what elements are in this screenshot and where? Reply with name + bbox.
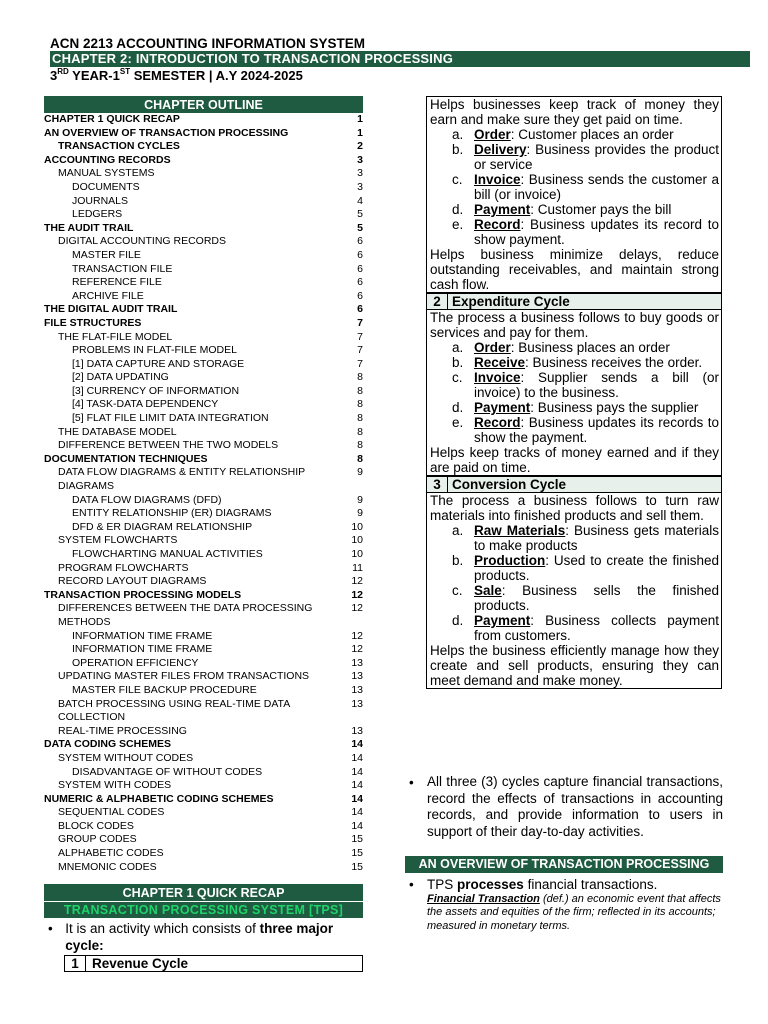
cycle-step <box>430 202 719 217</box>
step-letter: e. <box>452 415 464 430</box>
step-description: : Used to create the finished products. <box>474 553 719 583</box>
expenditure-intro: The process a business follows to buy goods or services and pay for them. <box>430 310 719 340</box>
toc-item-page: 6 <box>357 235 363 248</box>
toc-item <box>44 548 363 562</box>
step-description: : Business pays the supplier <box>530 400 699 415</box>
bullet-dot-icon: • <box>409 876 414 892</box>
step-term: Payment <box>474 613 531 628</box>
toc-item <box>44 127 363 141</box>
step-description: : Business collects payment from customers. <box>474 613 719 643</box>
toc-item <box>44 861 363 875</box>
toc-item <box>44 290 363 304</box>
step-letter: d. <box>452 202 464 217</box>
toc-item-title: DIFFERENCES BETWEEN THE DATA PROCESSING METHODS <box>58 602 313 628</box>
step-text <box>474 613 719 643</box>
step-description: : Business receives the order. <box>525 355 703 370</box>
toc-item-page: 3 <box>357 180 363 193</box>
toc-item-title: THE DIGITAL AUDIT TRAIL <box>44 303 178 316</box>
toc-item <box>44 643 363 657</box>
conversion-outro: Helps the business efficiently manage how they create and sell products, ensuring they can meet demand and make money. <box>430 643 719 688</box>
toc-item-page: 9 <box>357 466 363 479</box>
toc-item <box>44 222 363 236</box>
toc-item <box>44 602 363 629</box>
toc-item-page: 7 <box>357 357 363 370</box>
toc-item-title: CHAPTER 1 QUICK RECAP <box>44 113 180 125</box>
cycle-step <box>430 553 719 583</box>
toc-item <box>44 738 363 752</box>
toc-item-page: 13 <box>351 683 363 696</box>
toc-item-title: SYSTEM WITHOUT CODES <box>58 751 194 764</box>
step-letter: b. <box>452 553 464 568</box>
revenue-steps <box>430 127 719 247</box>
step-letter: d. <box>452 613 464 628</box>
cycle-step <box>430 613 719 643</box>
toc-item-title: PROBLEMS IN FLAT-FILE MODEL <box>72 344 237 357</box>
step-term: Raw Materials <box>474 523 566 538</box>
toc-item-title: TRANSACTION PROCESSING MODELS <box>44 588 242 601</box>
toc-item-title: SYSTEM WITH CODES <box>58 779 172 792</box>
semester-line: 3RD YEAR-1ST SEMESTER | A.Y 2024-2025 <box>50 67 303 83</box>
toc-item-page: 13 <box>351 656 363 669</box>
toc-item <box>44 398 363 412</box>
toc-item <box>44 779 363 793</box>
step-text <box>474 553 719 583</box>
toc-item-title: ALPHABETIC CODES <box>58 847 164 860</box>
toc-item-title: [5] FLAT FILE LIMIT DATA INTEGRATION <box>72 412 269 425</box>
toc-item-title: SYSTEM FLOWCHARTS <box>58 534 178 547</box>
toc-item-title: DOCUMENTS <box>72 180 140 193</box>
toc-item-title: MASTER FILE <box>72 248 141 261</box>
step-term: Delivery <box>474 142 527 157</box>
toc-item <box>44 684 363 698</box>
toc-item-title: [3] CURRENCY OF INFORMATION <box>72 384 240 397</box>
step-term: Record <box>474 415 521 430</box>
toc-item-title: FLOWCHARTING MANUAL ACTIVITIES <box>72 548 263 560</box>
toc-item-title: ARCHIVE FILE <box>72 289 144 302</box>
toc-item-page: 12 <box>351 643 363 656</box>
toc-item <box>44 847 363 861</box>
toc-item-page: 4 <box>357 194 363 207</box>
cycle-step <box>430 583 719 613</box>
step-description: : Business places an order <box>510 340 670 355</box>
toc-item <box>44 589 363 603</box>
toc-item-title: [1] DATA CAPTURE AND STORAGE <box>72 357 245 370</box>
step-letter: b. <box>452 142 464 157</box>
toc-item-title: DOCUMENTATION TECHNIQUES <box>44 452 208 465</box>
toc-item <box>44 140 363 154</box>
toc-item-title: DFD & ER DIAGRAM RELATIONSHIP <box>72 520 253 533</box>
toc-item-title: TRANSACTION FILE <box>72 262 173 275</box>
toc-item-page: 12 <box>351 588 363 601</box>
toc-item-page: 12 <box>351 575 363 588</box>
toc-item-page: 14 <box>351 792 363 805</box>
toc-item-page: 8 <box>357 412 363 425</box>
conversion-intro: The process a business follows to turn raw materials into finished products and sell them. <box>430 493 719 523</box>
toc-item-title: MASTER FILE BACKUP PROCEDURE <box>72 683 257 696</box>
toc-item-page: 15 <box>351 833 363 846</box>
toc-item-page: 13 <box>351 697 363 710</box>
step-letter: c. <box>452 370 463 385</box>
revenue-intro: Helps businesses keep track of money they earn and make sure they get paid on time. <box>430 97 719 127</box>
cycle-step <box>430 340 719 355</box>
toc-item-page: 6 <box>357 303 363 316</box>
step-description: : Supplier sends a bill (or invoice) to the business. <box>474 370 719 400</box>
toc-item-page: 7 <box>357 316 363 329</box>
toc-item-title: FILE STRUCTURES <box>44 316 142 329</box>
cycle-step <box>430 127 719 142</box>
toc-item-title: INFORMATION TIME FRAME <box>72 629 213 642</box>
step-description: : Business gets materials to make products <box>474 523 719 553</box>
cycle-step <box>430 217 719 247</box>
toc-item <box>44 466 363 493</box>
step-letter: a. <box>452 127 464 142</box>
step-text <box>474 370 719 400</box>
toc-item <box>44 181 363 195</box>
recap-section <box>44 884 363 972</box>
step-description: : Business sells the finished products. <box>474 583 719 613</box>
toc-item-page: 7 <box>357 344 363 357</box>
course-title: ACN 2213 ACCOUNTING INFORMATION SYSTEM <box>50 36 366 51</box>
toc-item-page: 14 <box>351 765 363 778</box>
toc-item-title: THE AUDIT TRAIL <box>44 221 134 234</box>
expenditure-steps <box>430 340 719 445</box>
toc-item-title: JOURNALS <box>72 194 129 207</box>
toc-item <box>44 167 363 181</box>
cycle-name: Expenditure Cycle <box>452 294 570 309</box>
toc-item <box>44 494 363 508</box>
toc-item-title: MANUAL SYSTEMS <box>58 167 155 180</box>
toc-item <box>44 235 363 249</box>
step-letter: c. <box>452 172 463 187</box>
toc-item-page: 15 <box>351 847 363 860</box>
toc-item <box>44 806 363 820</box>
toc-item-page: 9 <box>357 493 363 506</box>
toc-item-title: DATA CODING SCHEMES <box>44 738 171 751</box>
cycle-step <box>430 355 719 370</box>
step-description: : Business provides the product or service <box>474 142 719 172</box>
revenue-cycle-box <box>426 96 722 293</box>
cycle-number: 3 <box>427 477 448 492</box>
toc-item-title: SEQUENTIAL CODES <box>58 806 165 819</box>
toc-item <box>44 453 363 467</box>
toc-item <box>44 249 363 263</box>
toc-item-title: GROUP CODES <box>58 833 137 846</box>
toc-item-title: ENTITY RELATIONSHIP (ER) DIAGRAMS <box>72 507 272 520</box>
toc-item-page: 14 <box>351 819 363 832</box>
recap-subtitle: TRANSACTION PROCESSING SYSTEM [TPS] <box>44 902 363 918</box>
expenditure-outro: Helps keep tracks of money earned and if they are paid on time. <box>430 445 719 475</box>
toc-item-page: 6 <box>357 276 363 289</box>
step-term: Receive <box>474 355 526 370</box>
conversion-cycle-box <box>426 493 722 689</box>
revenue-cycle-header <box>64 955 363 972</box>
toc-item-title: ACCOUNTING RECORDS <box>44 153 171 166</box>
toc-item-page: 8 <box>357 398 363 411</box>
toc-item <box>44 385 363 399</box>
bullet-dot-icon: • <box>48 921 53 937</box>
toc-item <box>44 752 363 766</box>
toc-item-title: REFERENCE FILE <box>72 276 162 289</box>
toc-item-page: 3 <box>357 167 363 180</box>
table-of-contents <box>44 113 363 874</box>
toc-item <box>44 195 363 209</box>
toc-item <box>44 331 363 345</box>
toc-item-page: 12 <box>351 629 363 642</box>
step-term: Production <box>474 553 546 568</box>
toc-item-title: INFORMATION TIME FRAME <box>72 643 213 656</box>
cycle-step <box>430 415 719 445</box>
toc-item-title: TRANSACTION CYCLES <box>58 140 180 153</box>
toc-item-page: 5 <box>357 208 363 221</box>
revenue-outro: Helps business minimize delays, reduce outstanding receivables, and maintain strong cash flow. <box>430 247 719 292</box>
cycle-number: 1 <box>65 956 86 971</box>
toc-item-page: 8 <box>357 452 363 465</box>
toc-item-page: 11 <box>352 561 363 574</box>
expenditure-cycle-box <box>426 310 722 476</box>
step-term: Payment <box>474 202 531 217</box>
cycle-step <box>430 400 719 415</box>
toc-item-page: 14 <box>351 779 363 792</box>
step-description: : Customer places an order <box>510 127 674 142</box>
overview-bullet: • TPS processes financial transactions. <box>405 876 723 893</box>
toc-item-title: DISADVANTAGE OF WITHOUT CODES <box>72 765 263 778</box>
step-term: Payment <box>474 400 531 415</box>
toc-item-page: 14 <box>351 806 363 819</box>
toc-item-title: DIGITAL ACCOUNTING RECORDS <box>58 235 227 248</box>
step-text <box>474 172 719 202</box>
step-letter: d. <box>452 400 464 415</box>
toc-item <box>44 670 363 684</box>
step-description: : Business updates its record to show payment. <box>474 217 719 247</box>
toc-item-title: RECORD LAYOUT DIAGRAMS <box>58 575 207 588</box>
toc-item <box>44 657 363 671</box>
toc-item-page: 14 <box>351 751 363 764</box>
cycle-name: Revenue Cycle <box>92 956 189 972</box>
toc-item <box>44 358 363 372</box>
toc-item-page: 8 <box>357 425 363 438</box>
toc-item <box>44 793 363 807</box>
overview-title: AN OVERVIEW OF TRANSACTION PROCESSING <box>405 856 723 873</box>
bullet-dot-icon: • <box>409 775 414 790</box>
recap-title: CHAPTER 1 QUICK RECAP <box>44 884 363 901</box>
step-description: : Business updates its records to show the payment. <box>474 415 719 445</box>
step-term: Order <box>474 127 511 142</box>
toc-item-page: 15 <box>351 860 363 873</box>
toc-item-page: 14 <box>351 738 363 751</box>
step-letter: c. <box>452 583 463 598</box>
step-text <box>474 583 719 613</box>
toc-item-title: DATA FLOW DIAGRAMS & ENTITY RELATIONSHIP DIAGRAMS <box>58 466 305 493</box>
toc-item-title: THE FLAT-FILE MODEL <box>58 330 173 343</box>
toc-item <box>44 426 363 440</box>
toc-item-page: 6 <box>357 289 363 302</box>
step-text <box>474 217 719 247</box>
step-text <box>474 355 719 370</box>
cycle-step <box>430 370 719 400</box>
toc-item <box>44 698 363 725</box>
step-text <box>474 400 719 415</box>
cycle-step <box>430 172 719 202</box>
toc-item-title: PROGRAM FLOWCHARTS <box>58 561 189 574</box>
cycle-number: 2 <box>427 294 448 309</box>
summary-section <box>405 774 723 933</box>
toc-item-page: 13 <box>351 724 363 737</box>
step-term: Order <box>474 340 511 355</box>
definition-financial-transaction: Financial Transaction (def.) an economic event that affects the assets and equities of the firm; reflected in its accounts; measured in monetary terms. <box>427 892 721 932</box>
toc-item <box>44 534 363 548</box>
toc-item <box>44 630 363 644</box>
toc-item-page: 3 <box>357 153 363 166</box>
toc-item-page: 12 <box>351 602 363 615</box>
toc-item-title: BATCH PROCESSING USING REAL-TIME DATA COLLECTION <box>58 697 290 724</box>
toc-item-page: 8 <box>357 371 363 384</box>
left-column <box>44 96 363 972</box>
step-text <box>474 202 719 217</box>
toc-item-page: 7 <box>357 330 363 343</box>
step-description: : Customer pays the bill <box>530 202 672 217</box>
step-letter: a. <box>452 340 464 355</box>
toc-item <box>44 208 363 222</box>
summary-bullet: • All three (3) cycles capture financial transactions, record the effects of transactions in accounting records, and provide information to users in support of their day-to-day activities. <box>405 774 723 840</box>
expenditure-cycle-header <box>426 293 722 310</box>
toc-item <box>44 317 363 331</box>
step-letter: b. <box>452 355 464 370</box>
toc-item-title: DIFFERENCE BETWEEN THE TWO MODELS <box>58 439 279 452</box>
cycle-name: Conversion Cycle <box>452 477 567 492</box>
toc-item-page: 13 <box>351 670 363 683</box>
toc-item-title: BLOCK CODES <box>58 819 134 832</box>
toc-item-title: [2] DATA UPDATING <box>72 371 169 384</box>
toc-item <box>44 154 363 168</box>
toc-item <box>44 833 363 847</box>
toc-item <box>44 263 363 277</box>
toc-item <box>44 820 363 834</box>
document-header <box>50 36 750 83</box>
toc-item <box>44 766 363 780</box>
toc-item-page: 1 <box>357 126 363 139</box>
toc-item <box>44 371 363 385</box>
toc-item-page: 10 <box>351 548 363 560</box>
cycle-step <box>430 142 719 172</box>
toc-item <box>44 344 363 358</box>
toc-item-title: MNEMONIC CODES <box>58 860 157 873</box>
toc-item <box>44 521 363 535</box>
step-text <box>474 340 719 355</box>
step-term: Sale <box>474 583 502 598</box>
chapter-title: CHAPTER 2: INTRODUCTION TO TRANSACTION PROCESSING <box>50 51 750 67</box>
toc-item <box>44 412 363 426</box>
step-text <box>474 127 719 142</box>
toc-item-title: NUMERIC & ALPHABETIC CODING SCHEMES <box>44 792 274 805</box>
step-letter: a. <box>452 523 464 538</box>
toc-item-title: THE DATABASE MODEL <box>58 425 177 438</box>
toc-item-title: OPERATION EFFICIENCY <box>72 656 199 669</box>
toc-item <box>44 113 363 127</box>
step-text <box>474 142 719 172</box>
toc-item-page: 1 <box>357 113 363 125</box>
toc-item-title: AN OVERVIEW OF TRANSACTION PROCESSING <box>44 126 289 139</box>
cycle-step <box>430 523 719 553</box>
toc-item-title: DATA FLOW DIAGRAMS (DFD) <box>72 493 222 506</box>
right-column <box>426 96 722 689</box>
toc-item <box>44 575 363 589</box>
step-letter: e. <box>452 217 464 232</box>
toc-item-page: 8 <box>357 384 363 397</box>
toc-item-page: 2 <box>357 140 363 153</box>
toc-item-page: 6 <box>357 248 363 261</box>
outline-title: CHAPTER OUTLINE <box>44 96 363 113</box>
toc-item-page: 6 <box>357 262 363 275</box>
toc-item-page: 5 <box>357 221 363 234</box>
toc-item <box>44 725 363 739</box>
recap-bullet: • It is an activity which consists of three major cycle: <box>44 920 363 954</box>
step-text <box>474 415 719 445</box>
conversion-cycle-header <box>426 476 722 493</box>
step-term: Invoice <box>474 172 521 187</box>
toc-item-title: [4] TASK-DATA DEPENDENCY <box>72 398 219 411</box>
toc-item-title: REAL-TIME PROCESSING <box>58 724 187 737</box>
toc-item-page: 9 <box>357 507 363 520</box>
toc-item-title: UPDATING MASTER FILES FROM TRANSACTIONS <box>58 670 310 683</box>
conversion-steps <box>430 523 719 643</box>
toc-item-page: 8 <box>357 439 363 452</box>
toc-item <box>44 276 363 290</box>
toc-item-page: 10 <box>351 534 363 547</box>
toc-item <box>44 507 363 521</box>
toc-item-title: LEDGERS <box>72 208 123 221</box>
toc-item <box>44 303 363 317</box>
toc-item-page: 10 <box>351 520 363 533</box>
toc-item <box>44 562 363 576</box>
toc-item <box>44 439 363 453</box>
step-text <box>474 523 719 553</box>
step-description: : Business sends the customer a bill (or invoice) <box>474 172 719 202</box>
step-term: Record <box>474 217 521 232</box>
step-term: Invoice <box>474 370 521 385</box>
